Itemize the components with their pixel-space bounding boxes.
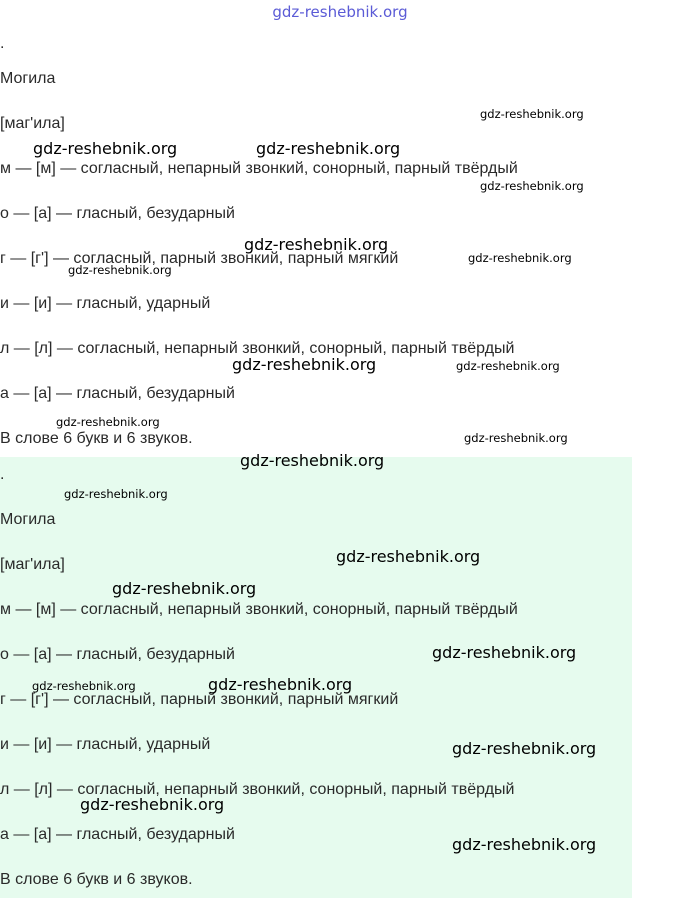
watermark: gdz-reshebnik.org [244,235,389,254]
watermark: gdz-reshebnik.org [480,107,584,121]
watermark: gdz-reshebnik.org [256,139,401,158]
watermark: gdz-reshebnik.org [32,679,136,693]
letter-line-m: м — [м] — согласный, непарный звонкий, сонорный, парный твёрдый [0,160,518,177]
watermark: gdz-reshebnik.org [464,431,568,445]
watermark: gdz-reshebnik.org [112,579,257,598]
answer-dot: . [0,35,5,52]
letter-line-l: л — [л] — согласный, непарный звонкий, сонорный, парный твёрдый [0,340,515,357]
watermark: gdz-reshebnik.org [33,139,178,158]
watermark: gdz-reshebnik.org [64,487,168,501]
watermark: gdz-reshebnik.org [68,263,172,277]
word-title: Могила [0,511,56,528]
answer-dot: . [0,466,5,483]
transcription: [маг'ила] [0,115,65,132]
watermark: gdz-reshebnik.org [456,359,560,373]
watermark: gdz-reshebnik.org [452,835,597,854]
letter-line-o: о — [а] — гласный, безударный [0,205,235,222]
letter-line-a: а — [а] — гласный, безударный [0,826,235,843]
word-title: Могила [0,70,56,87]
summary-line: В слове 6 букв и 6 звуков. [0,871,193,888]
site-header-link[interactable]: gdz-reshebnik.org [272,3,408,21]
watermark: gdz-reshebnik.org [56,415,160,429]
watermark: gdz-reshebnik.org [208,675,353,694]
letter-line-a: а — [а] — гласный, безударный [0,385,235,402]
letter-line-l: л — [л] — согласный, непарный звонкий, сонорный, парный твёрдый [0,781,515,798]
watermark: gdz-reshebnik.org [80,795,225,814]
watermark: gdz-reshebnik.org [452,739,597,758]
watermark: gdz-reshebnik.org [480,179,584,193]
watermark: gdz-reshebnik.org [432,643,577,662]
letter-line-i: и — [и] — гласный, ударный [0,736,211,753]
transcription: [маг'ила] [0,556,65,573]
summary-line: В слове 6 букв и 6 звуков. [0,430,193,447]
letter-line-m: м — [м] — согласный, непарный звонкий, сонорный, парный твёрдый [0,601,518,618]
letter-line-i: и — [и] — гласный, ударный [0,295,211,312]
watermark: gdz-reshebnik.org [468,251,572,265]
letter-line-g: г — [г'] — согласный, парный звонкий, парный мягкий [0,250,399,267]
letter-line-o: о — [а] — гласный, безударный [0,646,235,663]
watermark: gdz-reshebnik.org [336,547,481,566]
watermark: gdz-reshebnik.org [232,355,377,374]
letter-line-g: г — [г'] — согласный, парный звонкий, парный мягкий [0,691,399,708]
watermark: gdz-reshebnik.org [240,451,385,470]
